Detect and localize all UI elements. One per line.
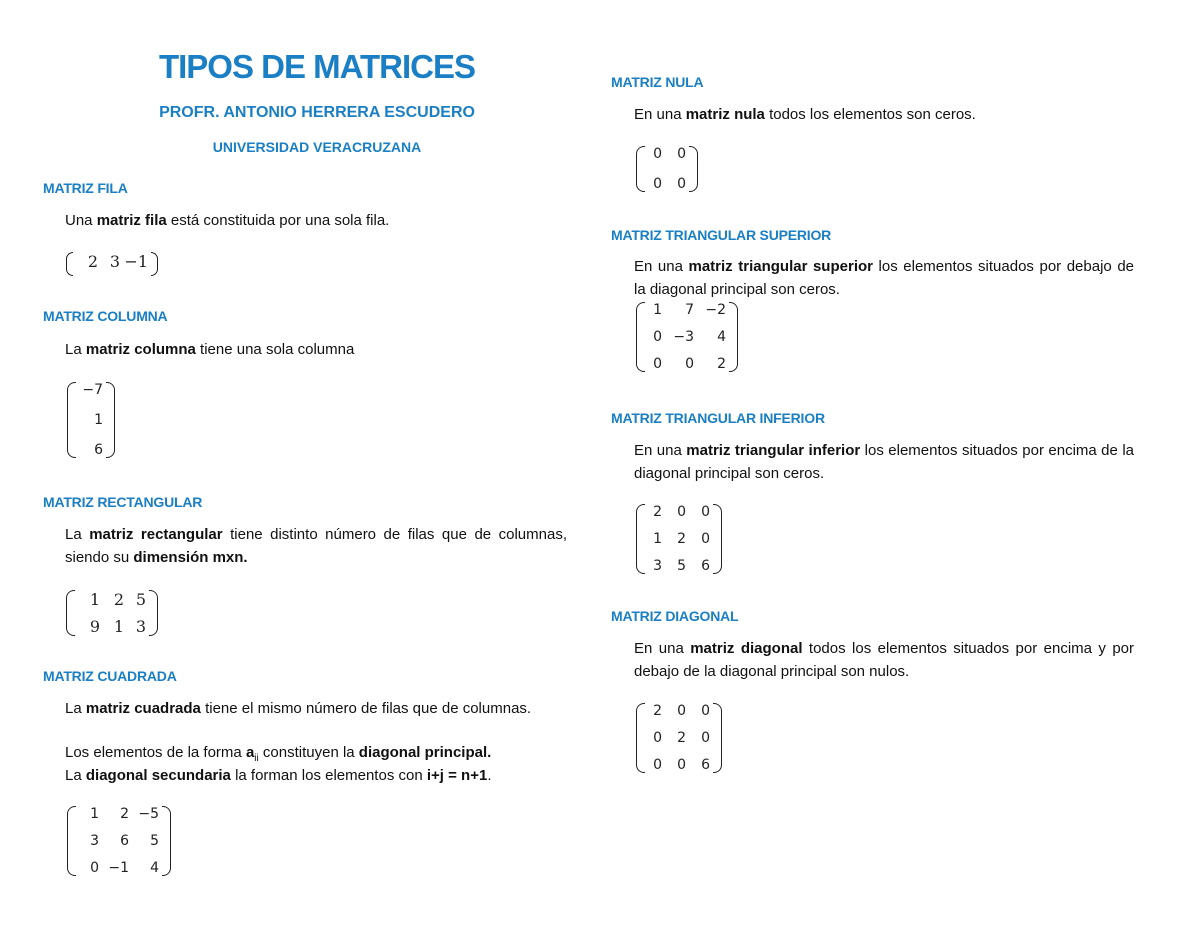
matrix-cell: 2 — [677, 730, 686, 746]
matrix-cell: 3 — [109, 252, 120, 271]
heading-triangular-superior: MATRIZ TRIANGULAR SUPERIOR — [611, 227, 832, 243]
matrix-cell: 0 — [653, 146, 662, 162]
matrix-cell: −3 — [673, 329, 694, 345]
matrix-cell: −1 — [108, 860, 129, 876]
text-triangular-inferior: En una matriz triangular inferior los elementos situados por encima de la diagonal principal son ceros. — [634, 442, 1134, 482]
matrix-cell: 5 — [135, 590, 146, 609]
matrix-cell: 1 — [653, 531, 662, 547]
matrix-cell: 3 — [90, 833, 99, 849]
matrix-cell: 0 — [701, 531, 710, 547]
text-matriz-nula: En una matriz nula todos los elementos son ceros. — [634, 106, 976, 123]
matrix-cell: 0 — [685, 356, 694, 372]
matrix-cell: 0 — [701, 730, 710, 746]
matrix-cell: 6 — [701, 558, 710, 574]
matrix-cell: −1 — [124, 252, 148, 271]
matrix-cell: 0 — [701, 703, 710, 719]
text-triangular-superior: En una matriz triangular superior los elementos situados por debajo de la diagonal principal son ceros. — [634, 258, 1134, 298]
matrix-cell: 0 — [653, 356, 662, 372]
matrix-cell: 0 — [653, 176, 662, 192]
matrix-columna — [67, 382, 115, 458]
matrix-cell: 2 — [120, 806, 129, 822]
matrix-cell: 0 — [653, 329, 662, 345]
text-matriz-fila: Una matriz fila está constituida por una sola fila. — [65, 212, 390, 229]
text-matriz-rectangular: La matriz rectangular tiene distinto número de filas que de columnas, siendo su dimensión mxn. — [65, 526, 567, 566]
matrix-cell: 5 — [677, 558, 686, 574]
matrix-cell: 1 — [94, 412, 103, 428]
matrix-cell: 0 — [701, 504, 710, 520]
heading-matriz-cuadrada: MATRIZ CUADRADA — [43, 668, 177, 684]
text-matriz-cuadrada: La matriz cuadrada tiene el mismo número de filas que de columnas. — [65, 700, 532, 717]
heading-matriz-fila: MATRIZ FILA — [43, 180, 128, 196]
text-matriz-diagonal: En una matriz diagonal todos los elementos situados por encima y por debajo de la diagonal principal son nulos. — [634, 640, 1134, 680]
matrix-cell: 0 — [653, 757, 662, 773]
text-diagonal-secundaria: La diagonal secundaria la forman los elementos con i+j = n+1. — [65, 767, 492, 784]
matrix-cell: 0 — [677, 146, 686, 162]
matrix-cell: 6 — [701, 757, 710, 773]
matrix-cell: 2 — [717, 356, 726, 372]
matrix-cuadrada — [67, 806, 171, 876]
matrix-cell: 9 — [89, 617, 100, 636]
matrix-cell: 7 — [685, 302, 694, 318]
matrix-cell: 1 — [89, 590, 100, 609]
matrix-cell: 6 — [120, 833, 129, 849]
matrix-cell: 5 — [150, 833, 159, 849]
matrix-cell: 4 — [150, 860, 159, 876]
university-name: UNIVERSIDAD VERACRUZANA — [212, 139, 422, 155]
matrix-cell: −2 — [705, 302, 726, 318]
matrix-cell: 2 — [653, 504, 662, 520]
matrix-cell: 0 — [677, 176, 686, 192]
matrix-triangular-inferior — [636, 504, 722, 574]
matrix-cell: 4 — [717, 329, 726, 345]
matrix-diagonal — [636, 703, 722, 773]
page-title: TIPOS DE MATRICES — [158, 48, 476, 85]
matrix-nula — [636, 146, 698, 192]
matrix-triangular-superior — [636, 302, 738, 372]
matrix-cell: 0 — [677, 703, 686, 719]
heading-triangular-inferior: MATRIZ TRIANGULAR INFERIOR — [611, 410, 825, 426]
matrix-cell: 2 — [677, 531, 686, 547]
text-matriz-columna: La matriz columna tiene una sola columna — [65, 341, 355, 358]
heading-matriz-diagonal: MATRIZ DIAGONAL — [611, 608, 739, 624]
heading-matriz-columna: MATRIZ COLUMNA — [43, 308, 168, 324]
matrix-cell: 3 — [135, 617, 146, 636]
matrix-fila — [66, 252, 158, 276]
text-diagonal-principal: Los elementos de la forma $a_{ii}$ constituyen la diagonal principal. — [65, 744, 492, 764]
matrix-cell: 1 — [653, 302, 662, 318]
matrix-cell: 3 — [653, 558, 662, 574]
heading-matriz-nula: MATRIZ NULA — [611, 74, 704, 90]
matrix-cell: 0 — [677, 504, 686, 520]
matrix-cell: 0 — [677, 757, 686, 773]
author-name: PROFR. ANTONIO HERRERA ESCUDERO — [159, 104, 475, 121]
heading-matriz-rectangular: MATRIZ RECTANGULAR — [43, 494, 203, 510]
matrix-rectangular — [66, 590, 158, 636]
matrix-cell: 1 — [90, 806, 99, 822]
matrix-cell: 2 — [113, 590, 124, 609]
matrix-cell: −5 — [138, 806, 159, 822]
matrix-cell: 1 — [113, 617, 124, 636]
matrix-cell: 2 — [87, 252, 98, 271]
matrix-cell: 6 — [94, 442, 103, 458]
matrix-cell: 0 — [653, 730, 662, 746]
matrix-cell: 2 — [653, 703, 662, 719]
matrix-cell: −7 — [82, 382, 103, 398]
matrix-cell: 0 — [90, 860, 99, 876]
